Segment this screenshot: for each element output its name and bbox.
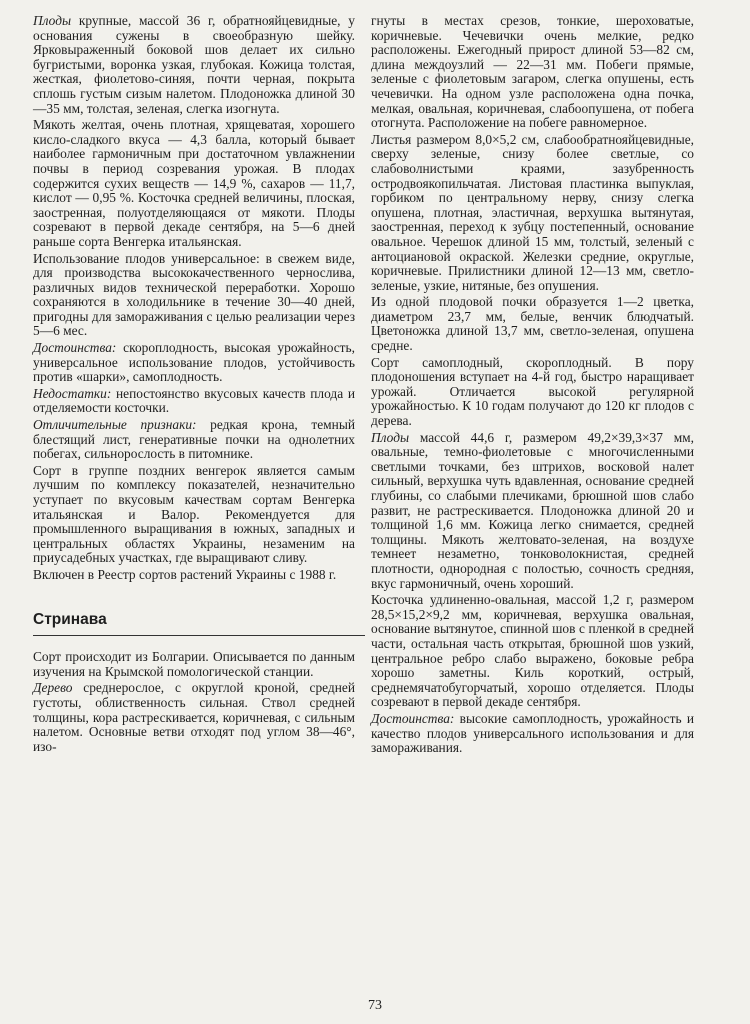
paragraph [33,568,355,583]
right-paragraphs [371,14,694,756]
paragraph-lead: Отличительные признаки: [33,417,197,433]
paragraph-text: Включен в Реестр сортов растений Украины с 1988 г. [33,566,337,582]
paragraph-text: Сорт в группе поздних венгерок является самым лучшим по комплексу показателей, незначительно уступает по вкусовым качествам сортам Венгерка итальянская и Валор. Рекомендуется для промышленного выращивания в южных, западных и центральных областях Украины, незаменим на приусадебных участках, где выращивают сливу. [33,462,355,566]
paragraph [33,252,355,340]
paragraph-text: Сорт самоплодный, скороплодный. В пору плодоношения вступает на 4-й год, быстро наращивает урожай. Отличается высокой регулярной урожайностью. К 10 годам получают до 120 кг плодов с дерева. [371,354,694,429]
left-paragraphs [33,14,355,583]
left-column [33,14,355,756]
paragraph-text: Использование плодов универсальное: в свежем виде, для производства высококачественного чернослива, различных видов технической переработки. Хорошо сохраняются в холодильнике в течение 30—40 дней, пригодны для замораживания с целью реализации через 5—6 мес. [33,250,355,339]
paragraph [33,464,355,566]
paragraph-text: крупные, массой 36 г, обратнояйцевидные, у основания сужены в своеобразную шейку. Ярковыраженный боковой шов делает их сильно бугристыми, воронка узкая, глубокая. Кожица толстая, жесткая, фиолетово-синяя, почти черная, покрыта сплошь густым сизым налетом. Плодоножка длиной 30—35 мм, толстая, зеленая, слегка изогнута. [33,13,355,116]
paragraph-text: Из одной плодовой почки образуется 1—2 цветка, диаметром 23,7 мм, белые, венчик блюдчатый. Цветоножка длиной 13,7 мм, светло-зеленая, опушена средне. [371,294,694,354]
section-heading-block [33,610,355,637]
paragraph-lead: Достоинства: [371,710,455,726]
right-column [371,14,694,758]
paragraph-text: высокие самоплодность, урожайность и качество плодов универсального использования и для замораживания. [371,710,694,756]
paragraph [371,356,694,429]
paragraph [371,593,694,710]
paragraph-text: Листья размером 8,0×5,2 см, слабообратнояйцевидные, сверху зеленые, снизу более светлые, со слабоволнистыми краями, зазубренность остродвоякопильчатая. Листовая пластинка выпуклая, горбиком по центральному нерву, снизу слегка опушена, плотная, эластичная, верхушка вытянутая, заостренная, переход к зубцу постепенный, основание овальное. Черешок длиной 15 мм, толстый, зеленый с антоциановой окраской. Железки средние, округлые, коричневые. Прилистники длиной 12—13 мм, светло-зеленые, узкие, нитяные, без опушения. [371,131,694,293]
paragraph-text: редкая крона, темный блестящий лист, генеративные почки на однолетних побегах, сильнорослость в питомнике. [33,417,355,462]
left-paragraphs-after [33,650,355,754]
paragraph [33,418,355,462]
paragraph-lead: Плоды [33,13,72,28]
section-divider [33,635,365,636]
paragraph [33,681,355,754]
paragraph-lead: Недостатки: [33,385,112,401]
paragraph [33,341,355,385]
paragraph-text: Косточка удлиненно-овальная, массой 1,2 г, размером 28,5×15,2×9,2 мм, коричневая, верхушка овальная, основание вытянутое, спинной шов с пленкой в средней части, остальная часть открытая, брюшной шов узкий, центральное ребро слабо выражено, боковые ребра хорошо заметны. Киль короткий, острый, среднемячатобугорчатый, хорошо отделяется. Плоды созревают в первой декаде сентября. [371,592,694,710]
paragraph [33,14,355,116]
paragraph-text: массой 44,6 г, размером 49,2×39,3×37 мм, овальные, темно-фиолетовые с многочисленными светлыми точками, без штрихов, восковой налет сильный, верхушка чуть вдавленная, основание средней глубины, со слабыми плечиками, брюшной шов слабо развит, не растрескивается. Плодоножка длиной 20 и толщиной 1,6 мм. Кожица легко снимается, средней толщины. Мякоть желтовато-зеленая, на воздухе темнеет незаметно, тонковолокнистая, средней плотности, однородная с полостью, сочность средняя, вкус гармоничный, очень хороший. [371,429,694,591]
paragraph [371,712,694,756]
page-number: 73 [368,998,382,1013]
paragraph-lead: Достоинства: [33,340,117,356]
paragraph-text: Мякоть желтая, очень плотная, хрящеватая, хорошего кисло-сладкого вкуса — 4,3 балла, который бывает наиболее гармоничным при достаточном увлажнении почвы в период созревания урожая. В плодах содержится сухих веществ — 14,9 %, сахаров — 11,7, кислот — 0,95 %. Косточка средней величины, плоская, заостренная, полуотделяющаяся от мякоти. Плоды созревают в первой декаде сентября, на 5—6 дней раньше сорта Венгерка итальянская. [33,117,355,249]
paragraph-lead: Дерево [33,680,73,696]
paragraph [33,650,355,679]
paragraph-lead: Плоды [371,429,410,445]
paragraph [371,295,694,353]
paragraph [371,133,694,294]
paragraph [371,14,694,131]
paragraph-text: непостоянство вкусовых качеств плода и отделяемости косточки. [33,385,355,416]
section-heading: Стринава [33,610,107,628]
paragraph-text: среднерослое, с округлой кроной, средней густоты, облиственность сильная. Ствол средней толщины, кора растрескивается, коричневая, с сильным налетом. Основные ветви отходят под углом 38—46°, изо- [33,680,355,754]
paragraph [371,431,694,592]
paragraph [33,387,355,416]
paragraph [33,118,355,249]
paragraph-text: Сорт происходит из Болгарии. Описывается по данным изучения на Крымской помологической станции. [33,649,355,679]
paragraph-text: гнуты в местах срезов, тонкие, шероховатые, коричневые. Чечевички очень мелкие, редко расположены. Ежегодный прирост длиной 53—82 см, длина междоузлий — 22—31 мм. Побеги прямые, зеленые с фиолетовым загаром, слегка опушены, есть чечевички. На одном узле расположена одна почка, мелкая, овальная, коричневая, слабоопушена, от побега отогнута. Расположение на побеге равномерное. [371,13,694,131]
paragraph-text: скороплодность, высокая урожайность, универсальное использование плодов, устойчивость против «шарки», самоплодность. [33,340,355,385]
